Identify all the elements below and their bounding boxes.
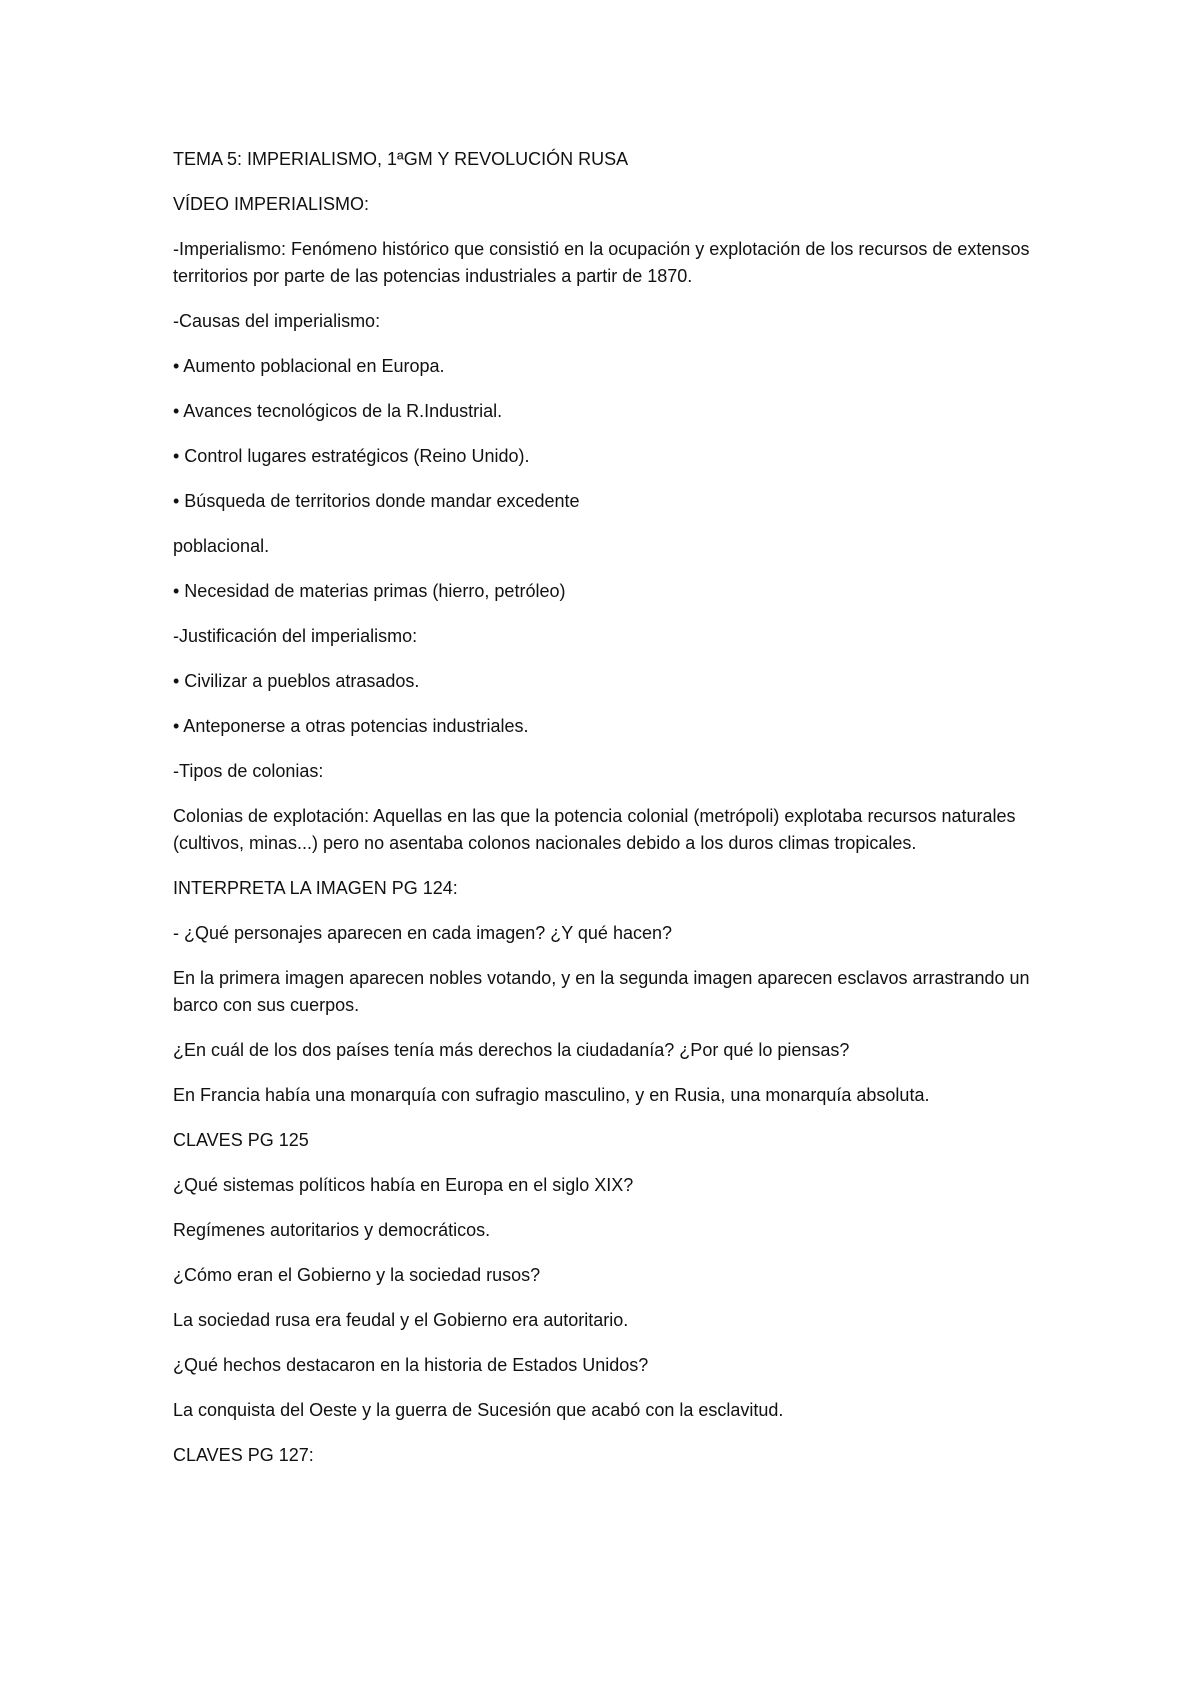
document-body — [173, 146, 1053, 1487]
question-text: ¿Qué hechos destacaron en la historia de Estados Unidos? — [173, 1355, 649, 1375]
answer-text: Regímenes autoritarios y democráticos. — [173, 1220, 491, 1240]
justification-heading: -Justificación del imperialismo: — [173, 626, 418, 646]
question-text: ¿En cuál de los dos países tenía más derechos la ciudadanía? ¿Por qué lo piensas? — [173, 1040, 850, 1060]
interpret-heading: INTERPRETA LA IMAGEN PG 124: — [173, 878, 458, 898]
claves-125-heading: CLAVES PG 125 — [173, 1130, 309, 1150]
question-text: ¿Cómo eran el Gobierno y la sociedad rusos? — [173, 1265, 541, 1285]
definition-paragraph: -Imperialismo: Fenómeno histórico que consistió en la ocupación y explotación de los recursos de extensos territorios por parte de las potencias industriales a partir de 1870. — [173, 239, 1030, 286]
justification-item: • Civilizar a pueblos atrasados. — [173, 671, 420, 691]
cause-item: • Necesidad de materias primas (hierro, petróleo) — [173, 581, 566, 601]
cause-item-continuation: poblacional. — [173, 536, 270, 556]
colony-types-heading: -Tipos de colonias: — [173, 761, 324, 781]
section-heading-video: VÍDEO IMPERIALISMO: — [173, 194, 370, 214]
answer-text: La sociedad rusa era feudal y el Gobierno era autoritario. — [173, 1310, 629, 1330]
question-text: ¿Qué sistemas políticos había en Europa en el siglo XIX? — [173, 1175, 634, 1195]
justification-item: • Anteponerse a otras potencias industriales. — [173, 716, 529, 736]
cause-item: • Control lugares estratégicos (Reino Unido). — [173, 446, 530, 466]
cause-item: • Aumento poblacional en Europa. — [173, 356, 445, 376]
causes-heading: -Causas del imperialismo: — [173, 311, 381, 331]
answer-text: La conquista del Oeste y la guerra de Sucesión que acabó con la esclavitud. — [173, 1400, 784, 1420]
cause-item: • Búsqueda de territorios donde mandar excedente — [173, 491, 580, 511]
question-text: - ¿Qué personajes aparecen en cada imagen? ¿Y qué hacen? — [173, 923, 672, 943]
claves-127-heading: CLAVES PG 127: — [173, 1445, 314, 1465]
answer-text: En Francia había una monarquía con sufragio masculino, y en Rusia, una monarquía absoluta. — [173, 1085, 930, 1105]
colony-exploitation-paragraph: Colonias de explotación: Aquellas en las que la potencia colonial (metrópoli) explotaba recursos naturales (cultivos, minas...) pero no asentaba colonos nacionales debido a los duros climas tropicales. — [173, 806, 1016, 853]
cause-item: • Avances tecnológicos de la R.Industrial. — [173, 401, 503, 421]
document-title: TEMA 5: IMPERIALISMO, 1ªGM Y REVOLUCIÓN RUSA — [173, 149, 629, 169]
answer-text: En la primera imagen aparecen nobles votando, y en la segunda imagen aparecen esclavos arrastrando un barco con sus cuerpos. — [173, 968, 1030, 1015]
